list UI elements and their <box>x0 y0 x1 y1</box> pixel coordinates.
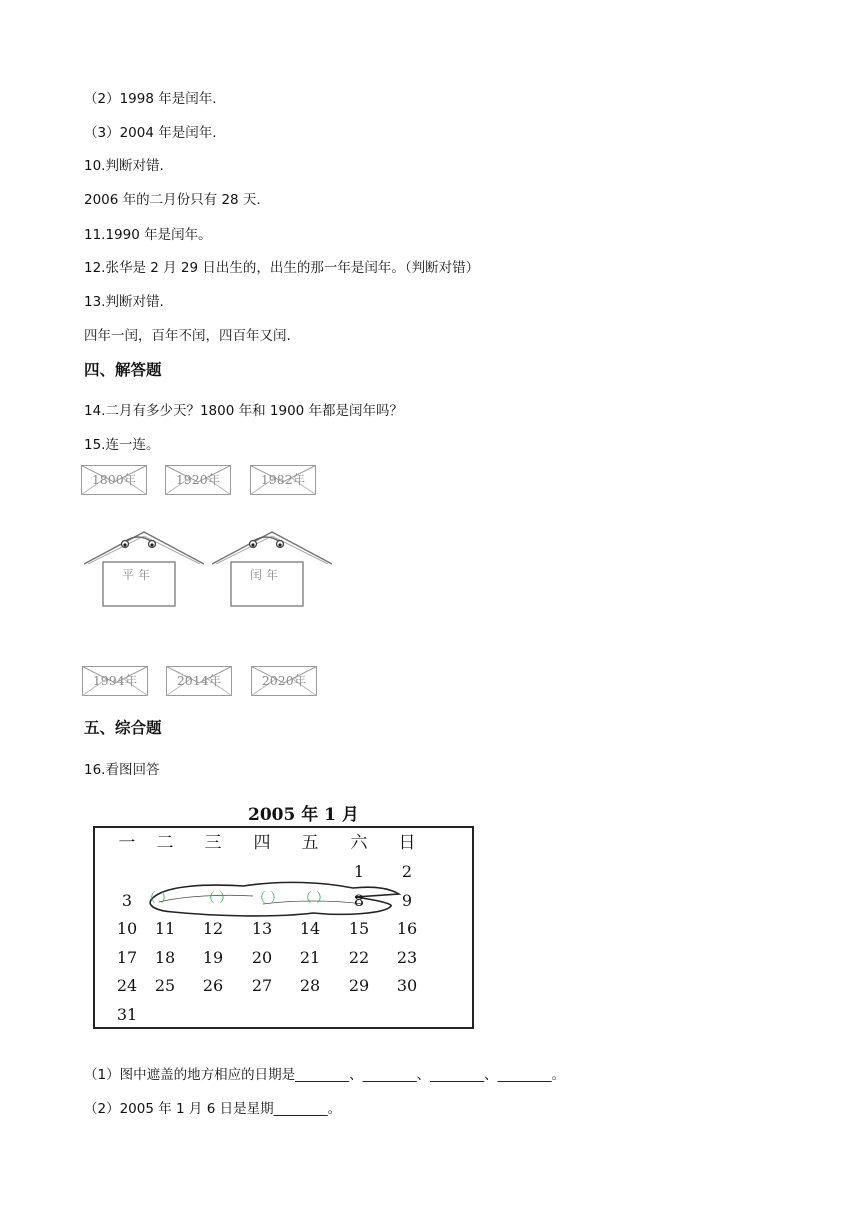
calendar-day: 18 <box>154 947 176 967</box>
calendar-day: 1 <box>353 862 365 881</box>
calendar-day: 20 <box>251 947 273 967</box>
year-card[interactable] <box>165 465 231 495</box>
weekday-header: 日 <box>398 833 416 853</box>
year-label: 1982年 <box>260 472 306 487</box>
calendar-day: 19 <box>202 947 224 967</box>
hidden-date-mark: （ ） <box>201 890 233 906</box>
subquestion-1: （1）图中遮盖的地方相应的日期是________、________、________、________。 <box>84 1067 566 1083</box>
section-heading-5: 五、综合题 <box>84 719 162 737</box>
house-leap-year[interactable] <box>210 526 334 608</box>
question-10-statement: 2006 年的二月份只有 28 天. <box>84 192 261 208</box>
question-16: 16.看图回答 <box>84 762 160 778</box>
weekday-header: 一 <box>118 833 136 853</box>
year-label: 2020年 <box>261 673 307 688</box>
weekday-header: 四 <box>253 833 271 853</box>
calendar-day: 15 <box>348 919 370 939</box>
hidden-date-mark: （ ） <box>298 890 330 906</box>
weekday-header: 二 <box>156 833 174 853</box>
year-label: 1800年 <box>91 472 137 487</box>
calendar-day: 31 <box>116 1005 138 1024</box>
weekday-header: 三 <box>204 833 222 853</box>
question-11: 11.1990 年是闰年。 <box>84 227 212 243</box>
calendar-day: 21 <box>299 947 321 967</box>
year-card[interactable] <box>81 465 147 495</box>
year-card[interactable] <box>250 465 316 495</box>
year-card[interactable] <box>251 666 317 696</box>
question-13-statement: 四年一闰，百年不闰，四百年又闰. <box>84 328 291 344</box>
calendar-day: 12 <box>202 919 224 939</box>
item-1998: （2）1998 年是闰年. <box>84 91 217 107</box>
house-common-year[interactable] <box>82 526 206 608</box>
weekday-header: 六 <box>350 833 368 853</box>
calendar-day: 10 <box>116 919 138 939</box>
question-12: 12.张华是 2 月 29 日出生的，出生的那一年是闰年。（判断对错） <box>84 260 480 276</box>
question-15: 15.连一连。 <box>84 437 160 453</box>
calendar-day: 2 <box>401 862 413 881</box>
calendar-day: 28 <box>299 976 321 996</box>
calendar-day: 29 <box>348 976 370 996</box>
hidden-date-mark: （ ） <box>252 890 284 906</box>
calendar-day: 22 <box>348 947 370 967</box>
calendar-day: 11 <box>154 919 176 939</box>
calendar-day: 16 <box>396 919 418 939</box>
item-2004: （3）2004 年是闰年. <box>84 125 217 141</box>
weekday-header: 五 <box>301 833 319 853</box>
year-card[interactable] <box>82 666 148 696</box>
calendar-title: 2005 年 1 月 <box>248 805 359 825</box>
house-label: 平年 <box>121 568 154 582</box>
calendar-day: 13 <box>251 919 273 939</box>
calendar-day: 17 <box>116 947 138 967</box>
calendar-day: 14 <box>299 919 321 939</box>
calendar-day: 8 <box>353 890 365 910</box>
question-13: 13.判断对错. <box>84 294 164 310</box>
question-10: 10.判断对错. <box>84 158 164 174</box>
year-label: 1994年 <box>92 673 138 688</box>
year-label: 2014年 <box>176 673 222 688</box>
calendar-day: 25 <box>154 976 176 996</box>
calendar-day: 9 <box>401 890 413 910</box>
house-label: 闰年 <box>249 568 282 582</box>
hidden-date-mark: （ ） <box>142 890 174 906</box>
calendar <box>93 800 478 1032</box>
question-14: 14.二月有多少天？1800 年和 1900 年都是闰年吗？ <box>84 403 404 419</box>
calendar-day: 27 <box>251 976 273 996</box>
calendar-day: 26 <box>202 976 224 996</box>
subquestion-2: （2）2005 年 1 月 6 日是星期________。 <box>84 1101 342 1117</box>
section-heading-4: 四、解答题 <box>84 361 162 379</box>
calendar-day: 23 <box>396 947 418 967</box>
calendar-day: 3 <box>121 890 133 910</box>
calendar-day: 30 <box>396 976 418 996</box>
year-card[interactable] <box>166 666 232 696</box>
calendar-day: 24 <box>116 976 138 996</box>
year-label: 1920年 <box>175 472 221 487</box>
